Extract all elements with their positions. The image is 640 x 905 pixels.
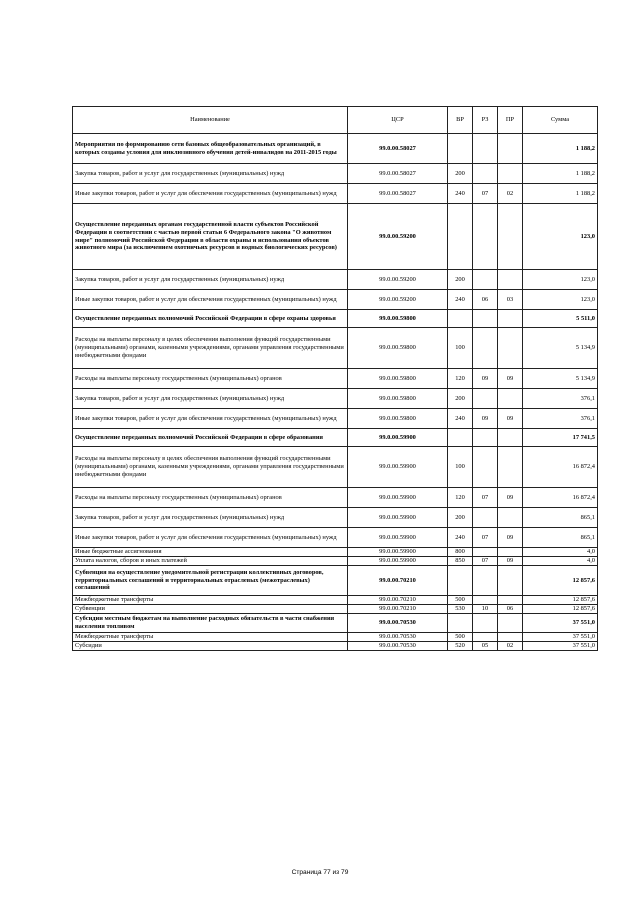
row-csr-cell: 99.0.00.58027 bbox=[348, 184, 448, 204]
row-vr-cell: 240 bbox=[448, 528, 473, 548]
table-row bbox=[73, 164, 598, 184]
row-name-cell: Осуществление переданных органам государственной власти субъектов Российской Федерации в соответствии с частью первой статьи 6 Федерального закона "О животном мире" полномочий Российской Федерации в области охраны и использования объектов животного мира (за исключением охотничьих ресурсов и водных биологических ресурсов) bbox=[73, 204, 348, 270]
row-name-cell: Закупка товаров, работ и услуг для государственных (муниципальных) нужд bbox=[73, 389, 348, 409]
row-sum-cell: 16 872,4 bbox=[523, 488, 598, 508]
row-csr-cell: 99.0.00.59900 bbox=[348, 488, 448, 508]
row-sum-cell: 37 551,0 bbox=[523, 614, 598, 633]
row-pr-cell: 06 bbox=[498, 605, 523, 614]
row-name-cell: Иные закупки товаров, работ и услуг для обеспечения государственных (муниципальных) нужд bbox=[73, 409, 348, 429]
row-vr-cell: 500 bbox=[448, 633, 473, 642]
row-rz-cell: 09 bbox=[473, 369, 498, 389]
header-name: Наименование bbox=[73, 107, 348, 134]
row-sum-cell: 1 188,2 bbox=[523, 164, 598, 184]
row-pr-cell bbox=[498, 328, 523, 369]
table-row bbox=[73, 508, 598, 528]
row-vr-cell: 240 bbox=[448, 290, 473, 310]
row-vr-cell: 500 bbox=[448, 596, 473, 605]
row-name-cell: Субсидии bbox=[73, 642, 348, 651]
row-name-cell: Иные закупки товаров, работ и услуг для обеспечения государственных (муниципальных) нужд bbox=[73, 528, 348, 548]
row-rz-cell bbox=[473, 134, 498, 164]
row-name-cell: Расходы на выплаты персоналу государственных (муниципальных) органов bbox=[73, 488, 348, 508]
table-section-row bbox=[73, 134, 598, 164]
row-sum-cell: 123,0 bbox=[523, 204, 598, 270]
row-name-cell: Иные закупки товаров, работ и услуг для обеспечения государственных (муниципальных) нужд bbox=[73, 184, 348, 204]
row-sum-cell: 5 511,0 bbox=[523, 310, 598, 328]
row-vr-cell: 200 bbox=[448, 508, 473, 528]
header-rz: РЗ bbox=[473, 107, 498, 134]
row-rz-cell: 07 bbox=[473, 528, 498, 548]
row-rz-cell bbox=[473, 270, 498, 290]
row-pr-cell: 02 bbox=[498, 184, 523, 204]
table-row bbox=[73, 642, 598, 651]
row-rz-cell bbox=[473, 310, 498, 328]
row-name-cell: Межбюджетные трансферты bbox=[73, 596, 348, 605]
row-name-cell: Мероприятия по формированию сети базовых общеобразовательных организаций, в которых созданы условия для инклюзивного обучения детей-инвалидов на 2011-2015 годы bbox=[73, 134, 348, 164]
table-row bbox=[73, 328, 598, 369]
row-sum-cell: 376,1 bbox=[523, 389, 598, 409]
row-pr-cell bbox=[498, 204, 523, 270]
row-rz-cell bbox=[473, 164, 498, 184]
row-csr-cell: 99.0.00.59900 bbox=[348, 447, 448, 488]
row-rz-cell bbox=[473, 596, 498, 605]
row-csr-cell: 99.0.00.59800 bbox=[348, 328, 448, 369]
row-csr-cell: 99.0.00.70210 bbox=[348, 596, 448, 605]
table-row bbox=[73, 605, 598, 614]
row-csr-cell: 99.0.00.59900 bbox=[348, 548, 448, 557]
table-row bbox=[73, 633, 598, 642]
row-name-cell: Закупка товаров, работ и услуг для государственных (муниципальных) нужд bbox=[73, 164, 348, 184]
table-row bbox=[73, 409, 598, 429]
row-vr-cell: 520 bbox=[448, 642, 473, 651]
row-vr-cell bbox=[448, 310, 473, 328]
row-name-cell: Расходы на выплаты персоналу в целях обеспечения выполнения функций государственными (муниципальными) органами, казенными учреждениями, органами управления государственными внебюджетными фондами bbox=[73, 447, 348, 488]
table-row bbox=[73, 447, 598, 488]
row-rz-cell bbox=[473, 389, 498, 409]
row-rz-cell: 06 bbox=[473, 290, 498, 310]
header-csr: ЦСР bbox=[348, 107, 448, 134]
row-pr-cell: 02 bbox=[498, 642, 523, 651]
row-sum-cell: 4,0 bbox=[523, 557, 598, 566]
row-sum-cell: 37 551,0 bbox=[523, 633, 598, 642]
header-pr: ПР bbox=[498, 107, 523, 134]
row-vr-cell: 850 bbox=[448, 557, 473, 566]
row-pr-cell: 09 bbox=[498, 409, 523, 429]
row-rz-cell: 09 bbox=[473, 409, 498, 429]
row-csr-cell: 99.0.00.59800 bbox=[348, 409, 448, 429]
row-rz-cell bbox=[473, 429, 498, 447]
row-sum-cell: 37 551,0 bbox=[523, 642, 598, 651]
row-csr-cell: 99.0.00.70530 bbox=[348, 633, 448, 642]
row-rz-cell bbox=[473, 447, 498, 488]
row-pr-cell bbox=[498, 566, 523, 596]
row-vr-cell: 120 bbox=[448, 488, 473, 508]
page-number: Страница 77 из 79 bbox=[291, 869, 349, 876]
row-vr-cell: 200 bbox=[448, 270, 473, 290]
table-section-row bbox=[73, 566, 598, 596]
table-section-row bbox=[73, 204, 598, 270]
row-pr-cell: 09 bbox=[498, 369, 523, 389]
row-name-cell: Субвенция на осуществление уведомительной регистрации коллективных договоров, территориальных соглашений и территориальных отраслевых (межотраслевых) соглашений bbox=[73, 566, 348, 596]
row-vr-cell: 100 bbox=[448, 447, 473, 488]
row-pr-cell bbox=[498, 508, 523, 528]
table-section-row bbox=[73, 310, 598, 328]
row-sum-cell: 1 188,2 bbox=[523, 184, 598, 204]
row-pr-cell bbox=[498, 633, 523, 642]
table-row bbox=[73, 184, 598, 204]
row-vr-cell: 530 bbox=[448, 605, 473, 614]
row-sum-cell: 12 857,6 bbox=[523, 605, 598, 614]
row-csr-cell: 99.0.00.70210 bbox=[348, 605, 448, 614]
row-name-cell: Осуществление переданных полномочий Российской Федерации в сфере образования bbox=[73, 429, 348, 447]
row-name-cell: Осуществление переданных полномочий Российской Федерации в сфере охраны здоровья bbox=[73, 310, 348, 328]
row-rz-cell: 10 bbox=[473, 605, 498, 614]
row-pr-cell bbox=[498, 270, 523, 290]
row-vr-cell bbox=[448, 429, 473, 447]
row-rz-cell bbox=[473, 328, 498, 369]
row-name-cell: Уплата налогов, сборов и иных платежей bbox=[73, 557, 348, 566]
row-vr-cell bbox=[448, 614, 473, 633]
row-rz-cell bbox=[473, 204, 498, 270]
row-rz-cell: 07 bbox=[473, 184, 498, 204]
table-row bbox=[73, 548, 598, 557]
table-row bbox=[73, 596, 598, 605]
row-rz-cell bbox=[473, 508, 498, 528]
row-rz-cell: 07 bbox=[473, 557, 498, 566]
row-pr-cell bbox=[498, 310, 523, 328]
row-csr-cell: 99.0.00.59800 bbox=[348, 369, 448, 389]
table-row bbox=[73, 557, 598, 566]
row-sum-cell: 4,0 bbox=[523, 548, 598, 557]
row-name-cell: Субсидии местным бюджетам на выполнение расходных обязательств в части снабжения населения топливом bbox=[73, 614, 348, 633]
row-rz-cell: 07 bbox=[473, 488, 498, 508]
row-sum-cell: 5 134,9 bbox=[523, 328, 598, 369]
row-pr-cell: 09 bbox=[498, 557, 523, 566]
row-name-cell: Расходы на выплаты персоналу государственных (муниципальных) органов bbox=[73, 369, 348, 389]
row-sum-cell: 1 188,2 bbox=[523, 134, 598, 164]
table-row bbox=[73, 369, 598, 389]
row-vr-cell: 240 bbox=[448, 184, 473, 204]
row-rz-cell bbox=[473, 614, 498, 633]
row-sum-cell: 17 741,5 bbox=[523, 429, 598, 447]
row-sum-cell: 12 857,6 bbox=[523, 566, 598, 596]
table-row bbox=[73, 528, 598, 548]
row-csr-cell: 99.0.00.59200 bbox=[348, 290, 448, 310]
row-pr-cell: 09 bbox=[498, 528, 523, 548]
row-csr-cell: 99.0.00.70530 bbox=[348, 642, 448, 651]
row-pr-cell bbox=[498, 389, 523, 409]
row-name-cell: Иные закупки товаров, работ и услуг для обеспечения государственных (муниципальных) нужд bbox=[73, 290, 348, 310]
row-pr-cell bbox=[498, 164, 523, 184]
row-pr-cell: 09 bbox=[498, 488, 523, 508]
row-csr-cell: 99.0.00.59800 bbox=[348, 310, 448, 328]
row-csr-cell: 99.0.00.59900 bbox=[348, 557, 448, 566]
table-row bbox=[73, 290, 598, 310]
row-csr-cell: 99.0.00.58027 bbox=[348, 164, 448, 184]
row-vr-cell: 120 bbox=[448, 369, 473, 389]
row-sum-cell: 865,1 bbox=[523, 508, 598, 528]
table-header-row bbox=[73, 107, 598, 134]
row-name-cell: Закупка товаров, работ и услуг для государственных (муниципальных) нужд bbox=[73, 270, 348, 290]
row-vr-cell: 800 bbox=[448, 548, 473, 557]
row-pr-cell bbox=[498, 447, 523, 488]
row-vr-cell: 200 bbox=[448, 164, 473, 184]
row-pr-cell bbox=[498, 596, 523, 605]
table-section-row bbox=[73, 429, 598, 447]
row-sum-cell: 12 857,6 bbox=[523, 596, 598, 605]
row-pr-cell bbox=[498, 134, 523, 164]
table-row bbox=[73, 270, 598, 290]
row-sum-cell: 376,1 bbox=[523, 409, 598, 429]
row-name-cell: Расходы на выплаты персоналу в целях обеспечения выполнения функций государственными (муниципальными) органами, казенными учреждениями, органами управления государственными внебюджетными фондами bbox=[73, 328, 348, 369]
row-rz-cell bbox=[473, 633, 498, 642]
row-csr-cell: 99.0.00.58027 bbox=[348, 134, 448, 164]
row-vr-cell bbox=[448, 134, 473, 164]
row-vr-cell: 200 bbox=[448, 389, 473, 409]
row-vr-cell: 240 bbox=[448, 409, 473, 429]
row-csr-cell: 99.0.00.70530 bbox=[348, 614, 448, 633]
table-section-row bbox=[73, 614, 598, 633]
budget-table bbox=[72, 106, 598, 651]
row-sum-cell: 5 134,9 bbox=[523, 369, 598, 389]
row-sum-cell: 865,1 bbox=[523, 528, 598, 548]
header-vr: ВР bbox=[448, 107, 473, 134]
row-csr-cell: 99.0.00.59200 bbox=[348, 270, 448, 290]
row-csr-cell: 99.0.00.59900 bbox=[348, 429, 448, 447]
row-csr-cell: 99.0.00.59200 bbox=[348, 204, 448, 270]
row-pr-cell: 03 bbox=[498, 290, 523, 310]
row-sum-cell: 123,0 bbox=[523, 290, 598, 310]
row-name-cell: Закупка товаров, работ и услуг для государственных (муниципальных) нужд bbox=[73, 508, 348, 528]
row-pr-cell bbox=[498, 548, 523, 557]
row-csr-cell: 99.0.00.59800 bbox=[348, 389, 448, 409]
table-row bbox=[73, 389, 598, 409]
row-vr-cell bbox=[448, 204, 473, 270]
row-rz-cell bbox=[473, 548, 498, 557]
row-sum-cell: 16 872,4 bbox=[523, 447, 598, 488]
row-pr-cell bbox=[498, 614, 523, 633]
row-rz-cell bbox=[473, 566, 498, 596]
row-csr-cell: 99.0.00.59900 bbox=[348, 508, 448, 528]
row-csr-cell: 99.0.00.59900 bbox=[348, 528, 448, 548]
row-name-cell: Субвенции bbox=[73, 605, 348, 614]
table-body bbox=[73, 134, 598, 651]
header-sum: Сумма bbox=[523, 107, 598, 134]
row-name-cell: Иные бюджетные ассигнования bbox=[73, 548, 348, 557]
row-vr-cell: 100 bbox=[448, 328, 473, 369]
row-name-cell: Межбюджетные трансферты bbox=[73, 633, 348, 642]
row-vr-cell bbox=[448, 566, 473, 596]
table-row bbox=[73, 488, 598, 508]
row-csr-cell: 99.0.00.70210 bbox=[348, 566, 448, 596]
row-rz-cell: 05 bbox=[473, 642, 498, 651]
row-pr-cell bbox=[498, 429, 523, 447]
row-sum-cell: 123,0 bbox=[523, 270, 598, 290]
